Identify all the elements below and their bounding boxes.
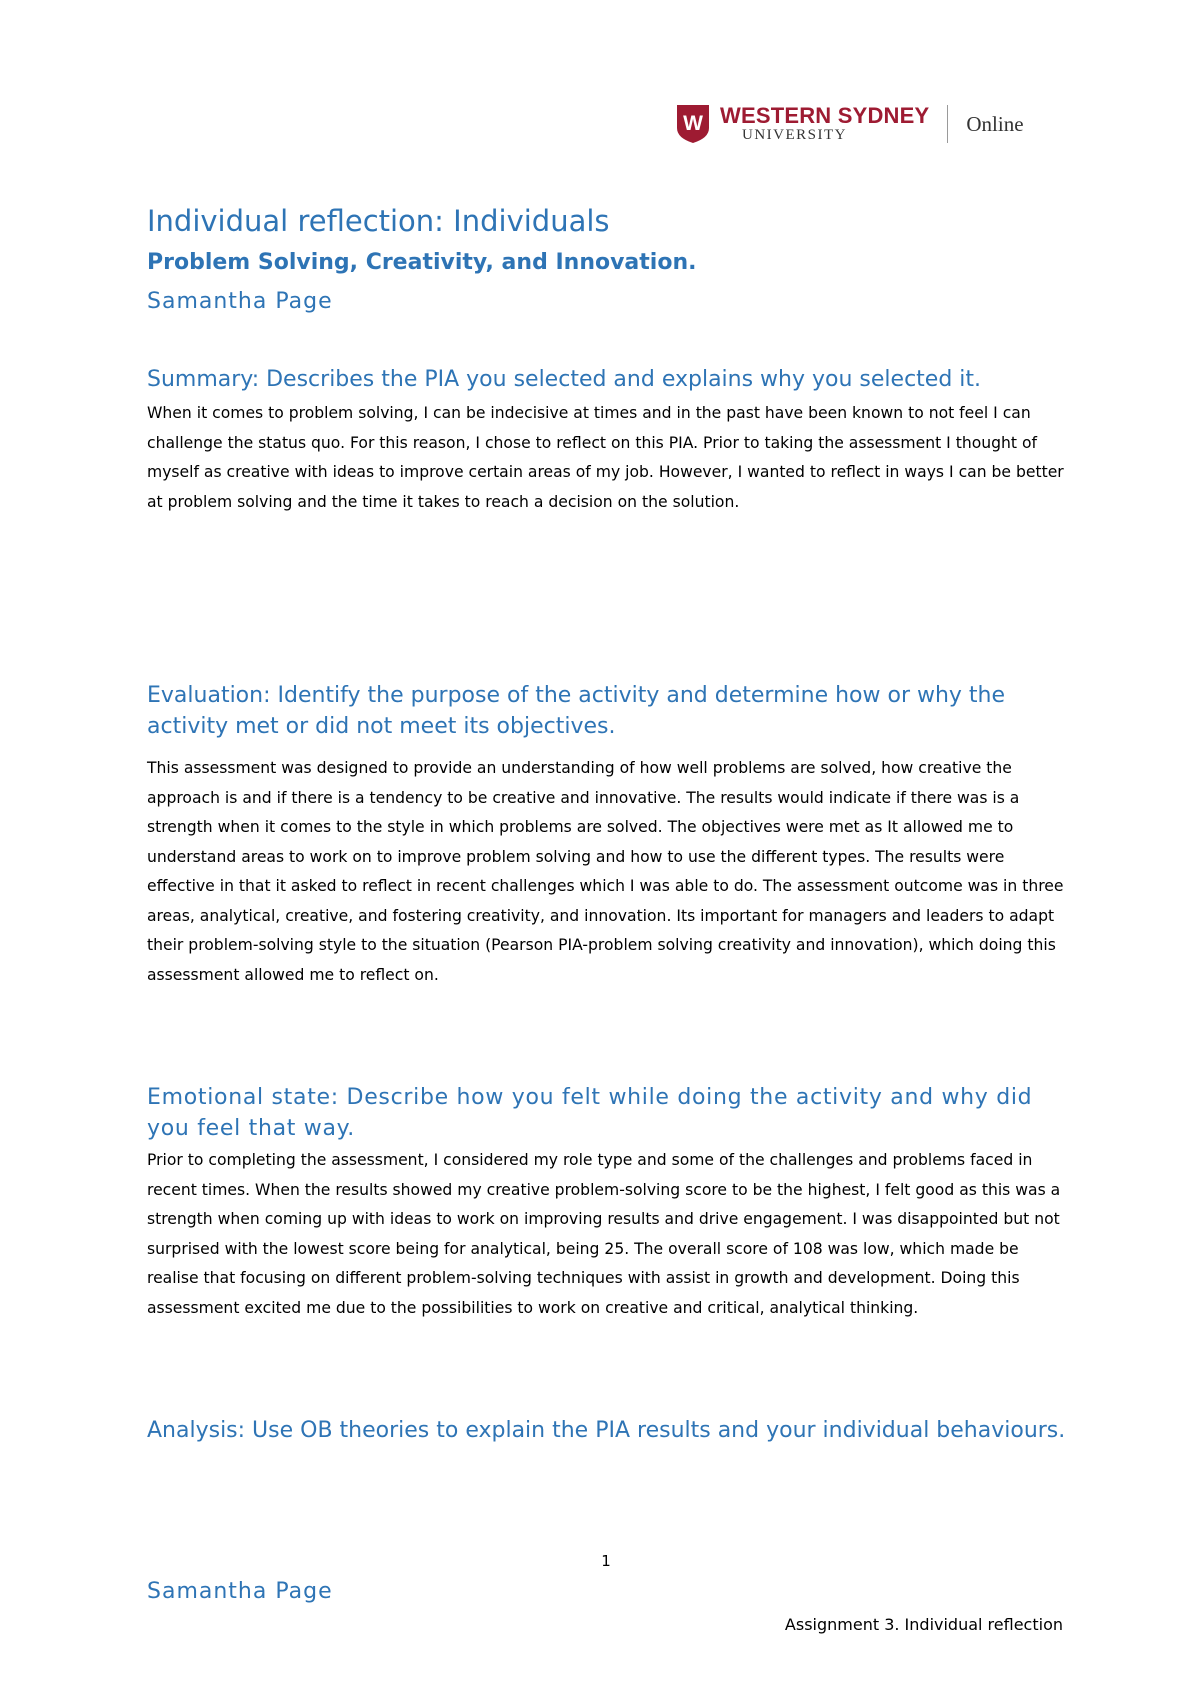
document-author: Samantha Page (147, 289, 333, 314)
page-number: 1 (601, 1552, 611, 1570)
logo-divider (947, 105, 948, 143)
university-name-bottom: UNIVERSITY (742, 127, 847, 143)
university-logo (676, 104, 1024, 144)
section-summary (147, 364, 1067, 517)
university-name (720, 105, 929, 143)
section-heading: Summary: Describes the PIA you selected and explains why you selected it. (147, 367, 982, 392)
section-heading: Evaluation: Identify the purpose of the activity and determine how or why the activity met or did not meet its objectives. (147, 683, 1006, 739)
section-heading: Analysis: Use OB theories to explain the PIA results and your individual behaviours. (147, 1418, 1066, 1443)
section-evaluation (147, 680, 1067, 990)
wsu-shield-icon (676, 104, 710, 144)
document-title: Individual reflection: Individuals (147, 204, 610, 238)
section-paragraph: Prior to completing the assessment, I considered my role type and some of the challenges and problems faced in recent times. When the results showed my creative problem-solving score to be the highest, I felt good as this was a strength when coming up with ideas to work on improving results and drive engagement. I was disappointed but not surprised with the lowest score being for analytical, being 25. The overall score of 108 was low, which made be realise that focusing on different problem-solving techniques with assist in growth and development. Doing this assessment excited me due to the possibilities to work on creative and critical, analytical thinking. (147, 1151, 1061, 1317)
section-paragraph: This assessment was designed to provide an understanding of how well problems are solved, how creative the approach is and if there is a tendency to be creative and innovative. The results would indicate if there was is a strength when it comes to the style in which problems are solved. The objectives were met as It allowed me to understand areas to work on to improve problem solving and how to use the different types. The results were effective in that it asked to reflect in recent challenges which I was able to do. The assessment outcome was in three areas, analytical, creative, and fostering creativity, and innovation. Its important for managers and leaders to adapt their problem-solving style to the situation (Pearson PIA-problem solving creativity and innovation), which doing this assessment allowed me to reflect on. (147, 759, 1064, 984)
footer-author: Samantha Page (147, 1579, 333, 1604)
footer-assignment-label: Assignment 3. Individual reflection (784, 1615, 1063, 1634)
section-analysis (147, 1415, 1067, 1446)
document-subtitle: Problem Solving, Creativity, and Innovation. (147, 250, 697, 275)
section-heading: Emotional state: Describe how you felt while doing the activity and why did you feel that way. (147, 1085, 1033, 1141)
university-name-top: WESTERN SYDNEY (720, 103, 930, 128)
section-emotional-state (147, 1082, 1067, 1323)
section-paragraph: When it comes to problem solving, I can be indecisive at times and in the past have been known to not feel I can challenge the status quo. For this reason, I chose to reflect on this PIA. Prior to taking the assessment I thought of myself as creative with ideas to improve certain areas of my job. However, I wanted to reflect in ways I can be better at problem solving and the time it takes to reach a decision on the solution. (147, 404, 1064, 511)
logo-online-label: Online (966, 111, 1024, 136)
svg-text:W: W (683, 112, 703, 135)
